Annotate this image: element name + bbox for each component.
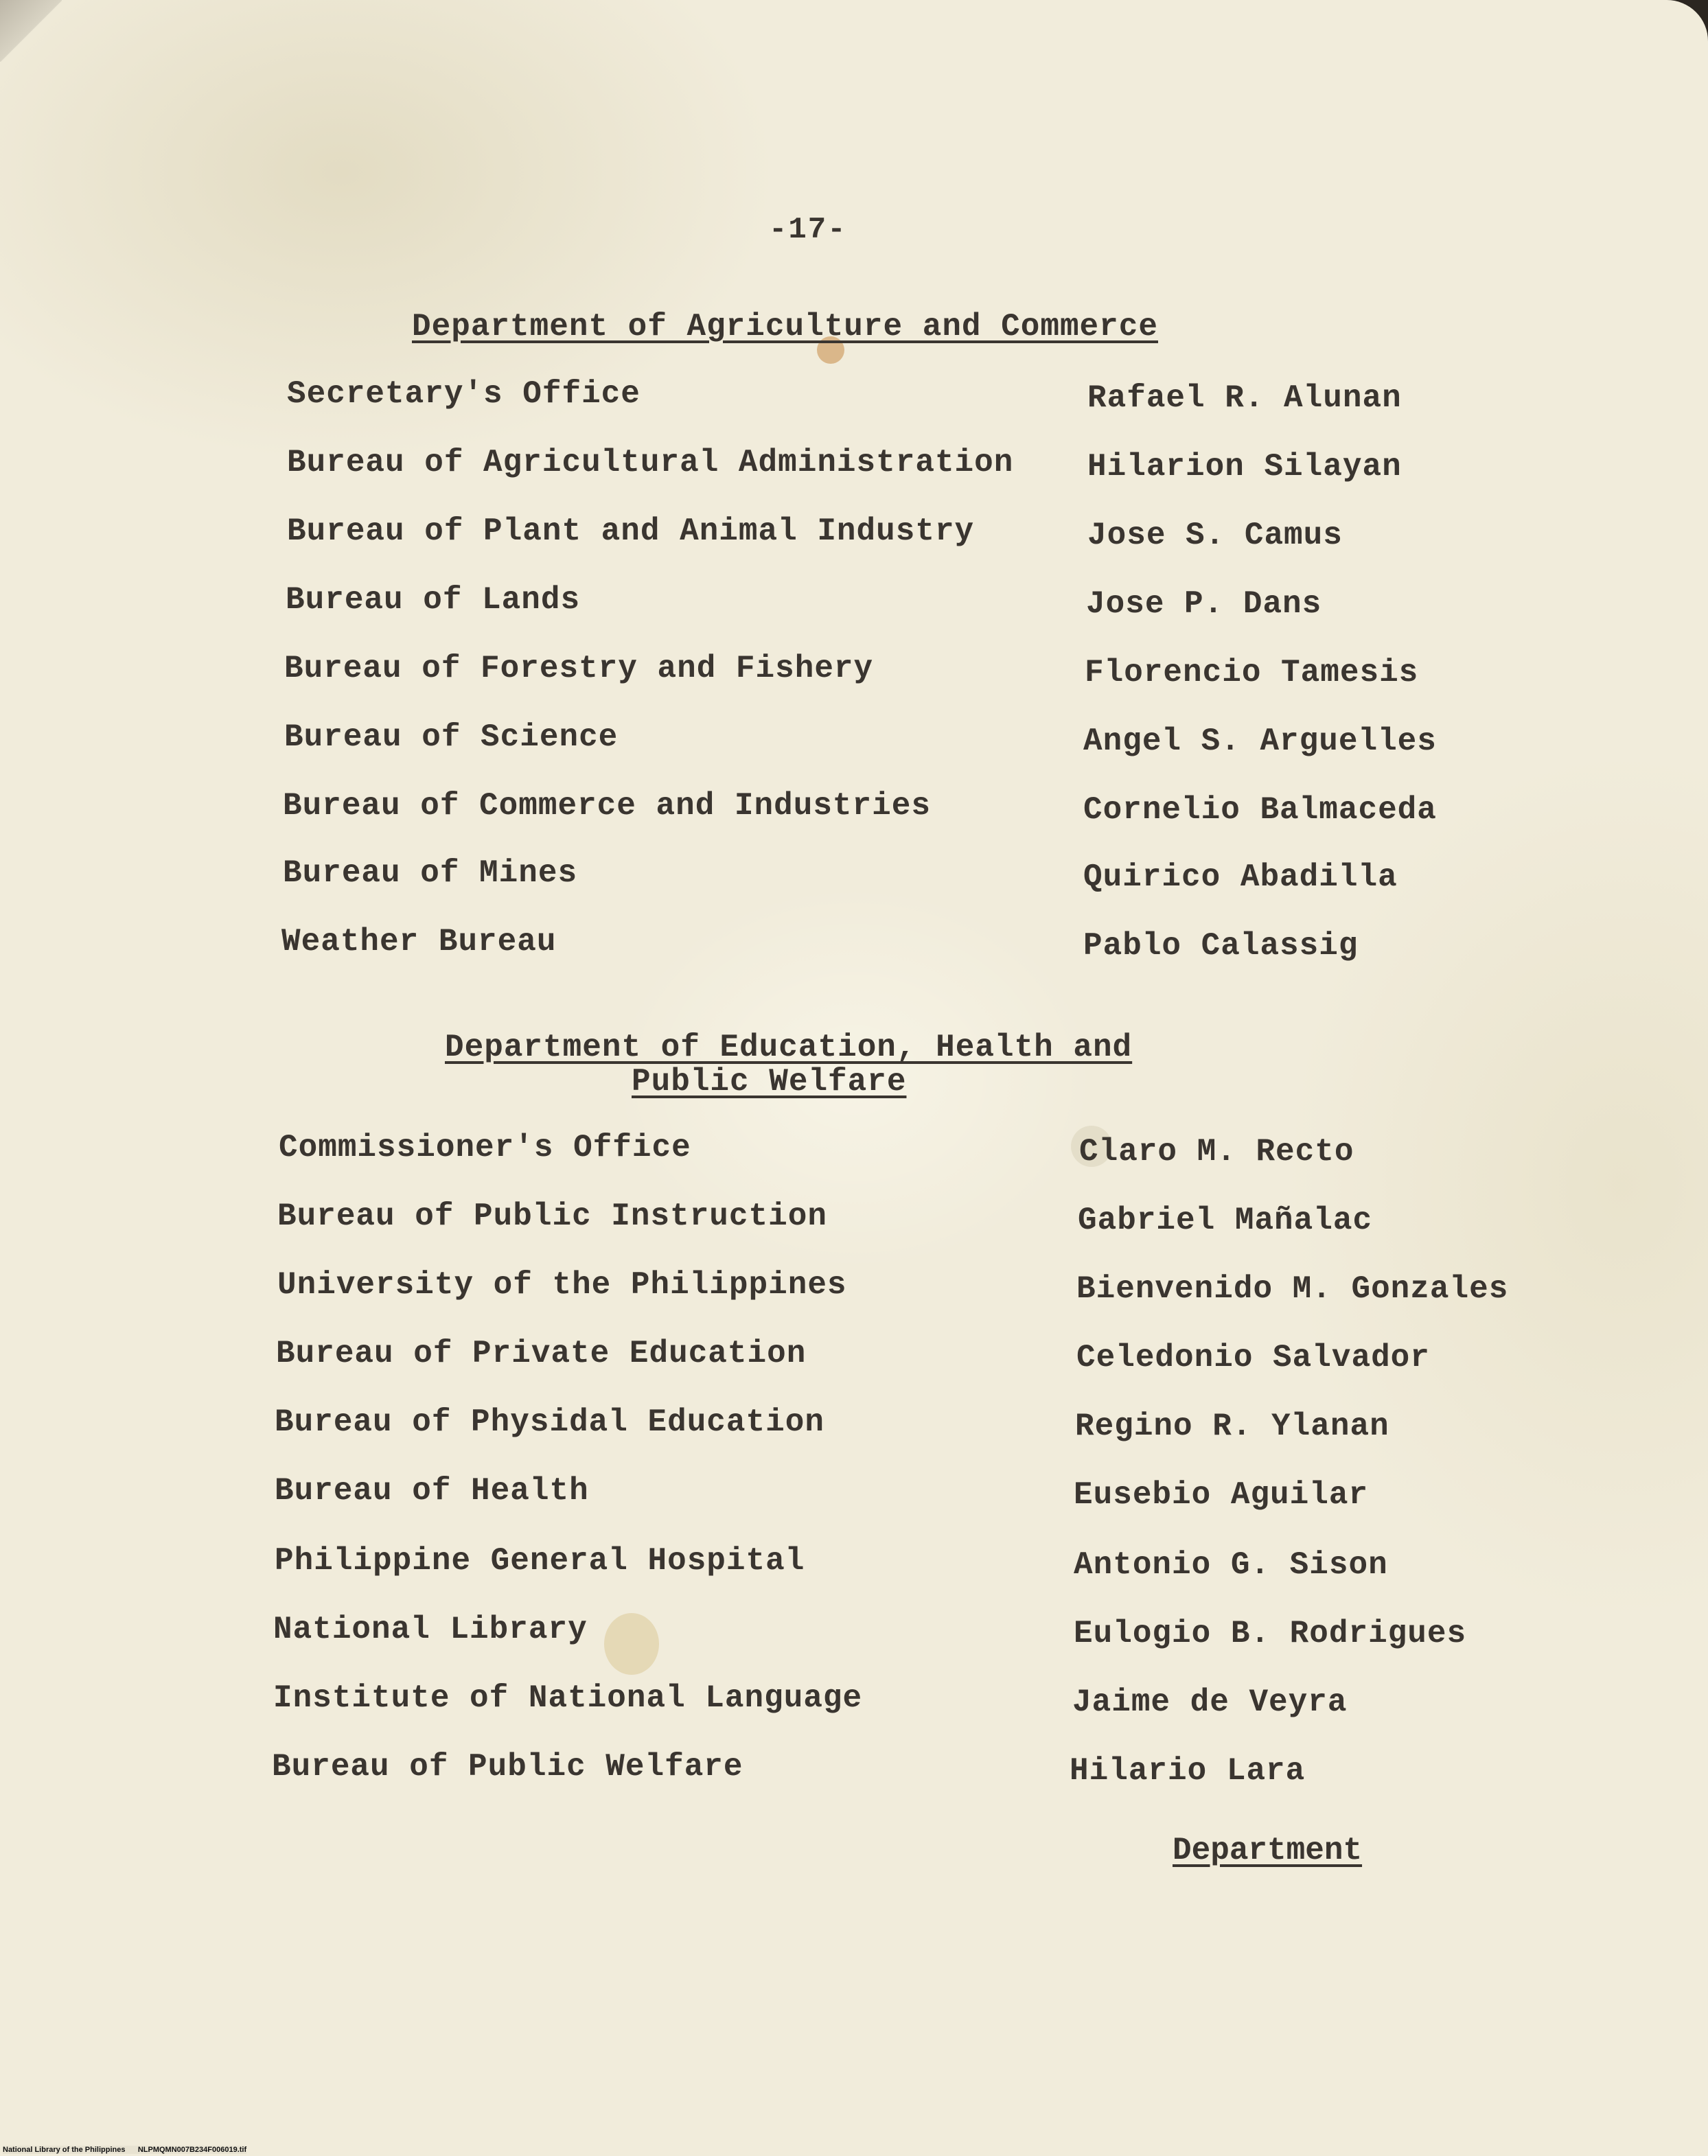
- office-name: Bureau of Commerce and Industries: [283, 788, 931, 824]
- folded-corner: [0, 0, 62, 62]
- office-name: University of the Philippines: [277, 1267, 847, 1303]
- official-name: Angel S. Arguelles: [1083, 723, 1437, 759]
- office-name: Bureau of Mines: [283, 855, 578, 891]
- office-name: Bureau of Agricultural Administration: [287, 445, 1014, 480]
- water-stain: [604, 1613, 659, 1675]
- office-name: Bureau of Private Education: [276, 1336, 807, 1371]
- office-name: Bureau of Public Instruction: [277, 1198, 827, 1234]
- scan-footer: [3, 2146, 246, 2154]
- official-name: Rafael R. Alunan: [1087, 380, 1402, 416]
- office-name: National Library: [273, 1612, 588, 1647]
- page-number: -17-: [769, 213, 847, 247]
- official-name: Claro M. Recto: [1079, 1134, 1354, 1170]
- official-name: Quirico Abadilla: [1083, 859, 1398, 895]
- footer-file-id: NLPMQMN007B234F006019.tif: [137, 2146, 247, 2154]
- department-heading-education-line-2: Public Welfare: [632, 1064, 907, 1100]
- office-name: Bureau of Health: [275, 1473, 589, 1509]
- footer-source: National Library of the Philippines: [3, 2146, 126, 2154]
- official-name: Eusebio Aguilar: [1074, 1477, 1369, 1513]
- official-name: Jose S. Camus: [1087, 518, 1343, 553]
- official-name: Antonio G. Sison: [1074, 1547, 1388, 1583]
- office-name: Bureau of Public Welfare: [272, 1749, 743, 1785]
- official-name: Eulogio B. Rodrigues: [1074, 1616, 1467, 1651]
- official-name: Hilario Lara: [1070, 1753, 1306, 1789]
- office-name: Bureau of Forestry and Fishery: [284, 651, 874, 686]
- official-name: Celedonio Salvador: [1076, 1340, 1430, 1376]
- office-name: Bureau of Plant and Animal Industry: [287, 513, 975, 549]
- department-heading-agriculture: Department of Agriculture and Commerce: [412, 309, 1158, 345]
- office-name: Bureau of Science: [284, 719, 619, 755]
- official-name: Regino R. Ylanan: [1075, 1409, 1389, 1444]
- office-name: Commissioner's Office: [279, 1130, 691, 1166]
- office-name: Institute of National Language: [273, 1680, 863, 1716]
- official-name: Jaime de Veyra: [1072, 1684, 1348, 1720]
- office-name: Bureau of Lands: [286, 582, 581, 618]
- office-name: Secretary's Office: [287, 376, 640, 412]
- official-name: Cornelio Balmaceda: [1083, 792, 1437, 828]
- official-name: Florencio Tamesis: [1085, 655, 1419, 691]
- office-name: Bureau of Physidal Education: [275, 1404, 824, 1440]
- continued-catchword: Department: [1173, 1833, 1363, 1868]
- office-name: Weather Bureau: [281, 924, 557, 960]
- official-name: Gabriel Mañalac: [1078, 1203, 1373, 1238]
- office-name: Philippine General Hospital: [275, 1543, 805, 1579]
- official-name: Pablo Calassig: [1083, 928, 1359, 964]
- official-name: Hilarion Silayan: [1087, 449, 1402, 485]
- official-name: Bienvenido M. Gonzales: [1076, 1271, 1509, 1307]
- official-name: Jose P. Dans: [1086, 586, 1322, 622]
- department-heading-education: Department of Education, Health and: [445, 1030, 1133, 1065]
